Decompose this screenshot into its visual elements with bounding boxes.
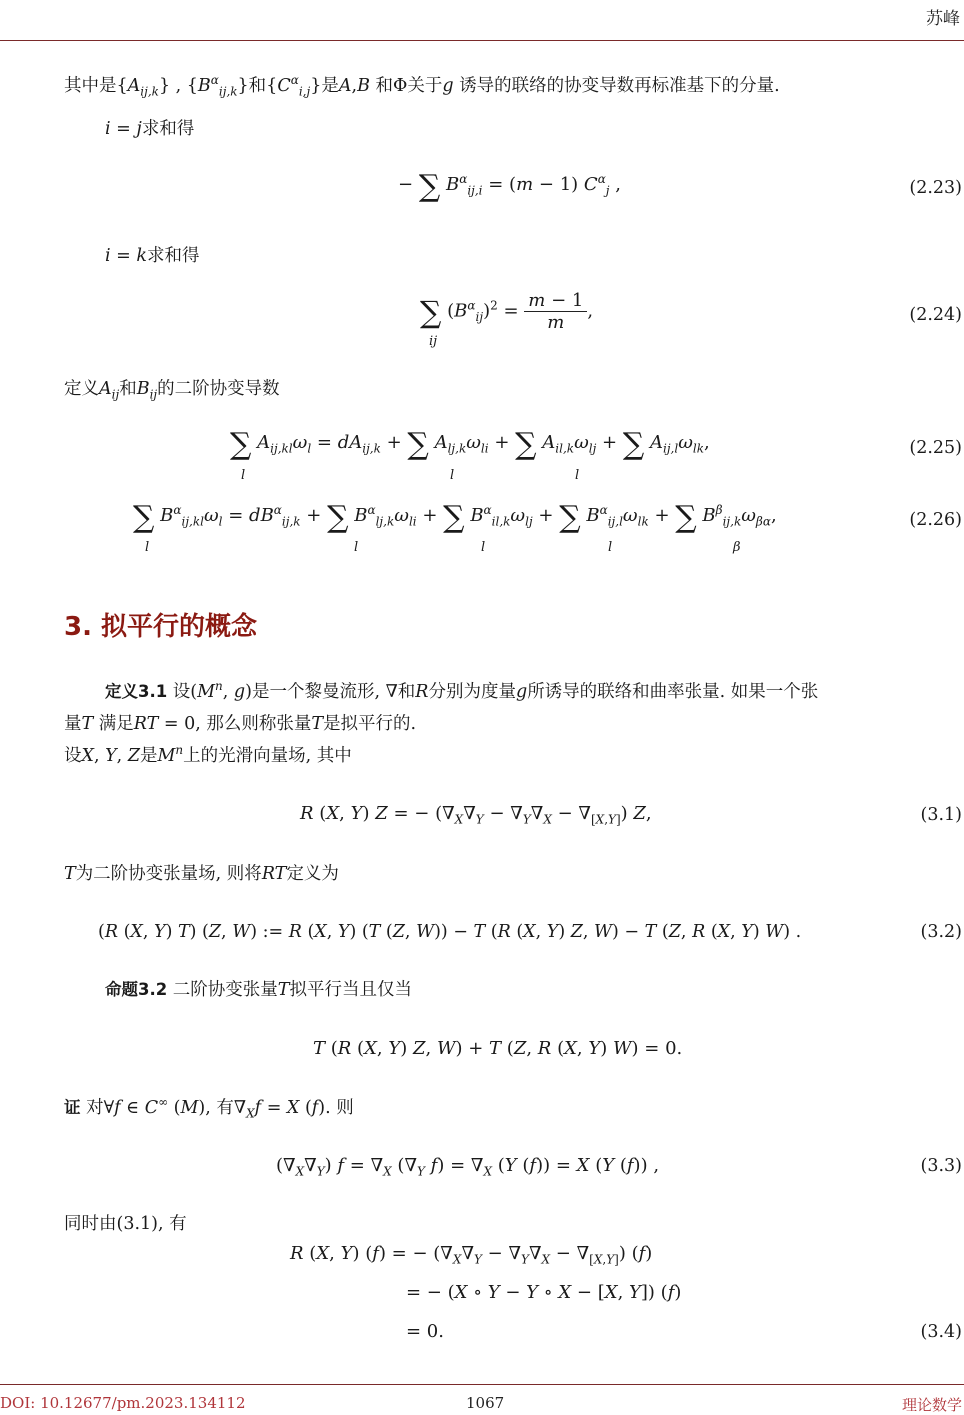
sum-index-l: l [241, 468, 246, 483]
sum-index-l: l [450, 468, 455, 483]
definition-3-1-cont: 量T 满足RT = 0, 那么则称张量T是拟平行的. [64, 714, 417, 734]
eq-number-3-4: (3.4) [920, 1322, 962, 1342]
sum-index-l: l [354, 540, 359, 555]
equation-proposition: T (R (X, Y) Z, W) + T (Z, R (X, Y) W) = 0. [313, 1038, 683, 1059]
equation-2-24: ∑ $(B^\alpha_{ij})^2$ = $\frac{m - 1}{m}$ , [420, 290, 594, 333]
proposition-3-2: 命题3.2 二阶协变张量T拟平行当且仅当 [105, 980, 412, 1000]
sum-index-l: l [145, 540, 150, 555]
header-rule [0, 40, 964, 41]
eq-number-2-25: (2.25) [909, 438, 962, 458]
eq-number-2-23: (2.23) [909, 178, 962, 198]
equation-2-23: − ∑ $B^\alpha_{ij,i} = (m - 1)$ $C^\alpha_j$ , [398, 169, 621, 204]
equation-3-4-line2: = − (X ∘ Y − Y ∘ X − [X, Y]) (f) [406, 1282, 682, 1303]
eq-number-3-1: (3.1) [920, 805, 962, 825]
equation-3-1: R (X, Y) Z = − $(\nabla_X\nabla_Y - \nabla_Y\nabla_X - \nabla_{[X,Y]})$ Z, [300, 803, 652, 827]
definition-label: 定义3.1 [105, 682, 168, 701]
proof-start: 证 对∀f ∈ C∞ (M), 有$\nabla_Xf = X$ (f). 则 [64, 1095, 354, 1121]
paragraph-from-3-1: 同时由(3.1), 有 [64, 1214, 187, 1234]
section-heading: 3. 拟平行的概念 [64, 612, 258, 642]
running-header-author: 苏峰 [926, 9, 960, 29]
footer-doi-link[interactable]: DOI: 10.12677/pm.2023.134112 [0, 1394, 246, 1412]
proof-label: 证 [64, 1098, 81, 1117]
sum-index-beta: β [733, 540, 741, 555]
footer-journal-link[interactable]: 理论数学 [901, 1396, 962, 1414]
eq-number-3-3: (3.3) [920, 1156, 962, 1176]
paragraph-second-derivative: 定义$A_{ij}$和$B_{ij}$的二阶协变导数 [64, 379, 280, 402]
sum-index-l: l [608, 540, 613, 555]
sum-i-eq-j-line: i = j求和得 [105, 119, 195, 139]
eq-number-2-26: (2.26) [909, 510, 962, 530]
definition-3-1: 定义3.1 设($M^n$, g)是一个黎曼流形, ∇和R分别为度量g所诱导的联络和曲率张量. 如果一个张 [105, 679, 819, 702]
sum-index-l: l [575, 468, 580, 483]
equation-3-3: $(\nabla_X\nabla_Y) f = \nabla_X$ ($\nabla_Y$ $f) = \nabla_X$ (Y (f)) = X (Y (f)) , [276, 1155, 660, 1179]
sum-index-l: l [481, 540, 486, 555]
sum-i-eq-k-line: i = k求和得 [105, 246, 200, 266]
footer-page-number: 1067 [466, 1394, 505, 1412]
footer-rule [0, 1384, 964, 1385]
sum-index-ij: ij [429, 334, 438, 349]
paragraph-components: 其中是$\{A_{ij,k}\}$ , $\{B^\alpha_{ij,k}\}$和$\{C^\alpha_{i,j}\}$是A,B 和Φ关于g 诱导的联络的协变导数再标准基下的分量. [64, 73, 780, 99]
eq-number-3-2: (3.2) [920, 922, 962, 942]
equation-3-4-line3: = 0. [406, 1321, 444, 1342]
equation-2-26: ∑ $B^\alpha_{ij,kl}\omega_l = dB^\alpha_{ij,k}$ + ∑ $B^\alpha_{lj,k}\omega_{li}$ + ∑ $B^\alpha_{il,k}\omega_{lj}$ + ∑ $B^\alpha_{ij,l}\omega_{lk}$ + ∑ $B^\beta_{ij,k}\omega_{\beta\alpha}$, [133, 500, 777, 535]
eq-number-2-24: (2.24) [909, 305, 962, 325]
paragraph-rt-definition: T为二阶协变张量场, 则将RT定义为 [64, 864, 339, 884]
equation-3-4-line1: R (X, Y) (f) = − $(\nabla_X\nabla_Y - \nabla_Y\nabla_X - \nabla_{[X,Y]})$ (f) [290, 1243, 653, 1267]
equation-3-2: (R (X, Y) T) (Z, W) := R (X, Y) (T (Z, W)) − T (R (X, Y) Z, W) − T (Z, R (X, Y) W) . [98, 922, 802, 942]
paragraph-vector-fields: 设X, Y, Z是$M^n$上的光滑向量场, 其中 [64, 743, 352, 766]
equation-2-25: ∑ $A_{ij,kl}\omega_l = dA_{ij,k}$ + ∑ $A_{lj,k}\omega_{li}$ + ∑ $A_{il,k}\omega_{lj}$ + ∑ $A_{ij,l}\omega_{lk}$, [230, 427, 710, 462]
proposition-label: 命题3.2 [105, 980, 168, 999]
